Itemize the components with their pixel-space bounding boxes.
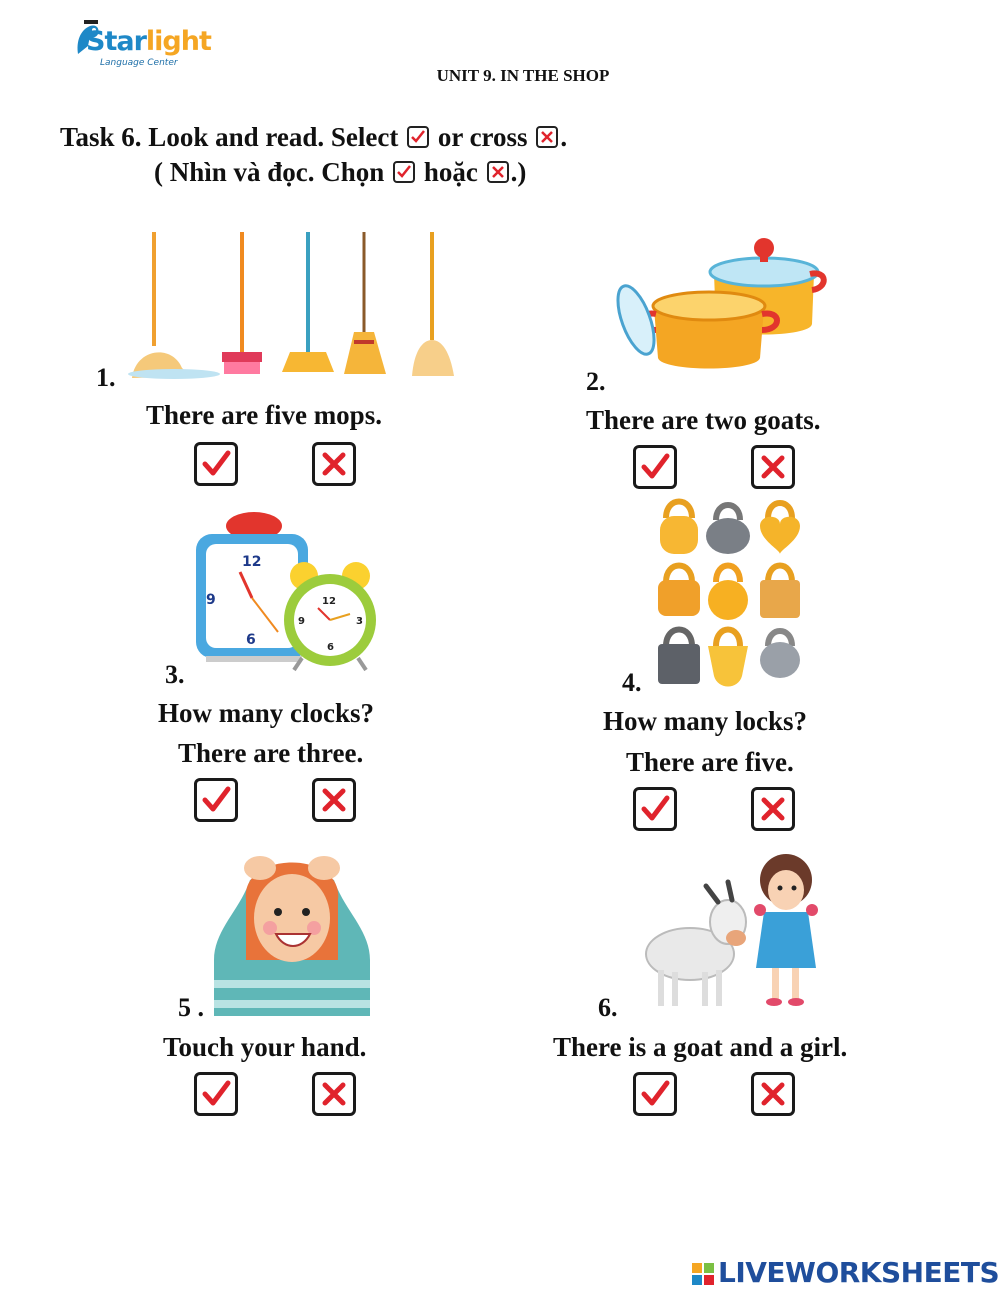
goat — [646, 882, 746, 1006]
svg-text:9: 9 — [206, 592, 216, 608]
item-sentence: There are two goats. — [586, 405, 821, 435]
padlock — [660, 502, 698, 555]
check-icon — [639, 793, 671, 825]
item-number: 6. — [598, 993, 618, 1022]
item-sentence: There is a goat and a girl. — [553, 1032, 848, 1062]
check-button[interactable] — [194, 442, 238, 486]
item-answer: There are three. — [178, 738, 364, 768]
padlock — [760, 631, 800, 678]
check-icon — [393, 161, 415, 183]
cross-icon — [757, 1078, 789, 1110]
task-text-hoac: hoặc — [423, 157, 478, 187]
liveworksheets-logo — [692, 1256, 999, 1289]
padlock — [760, 503, 800, 554]
svg-text:12: 12 — [322, 596, 336, 607]
mop-5 — [412, 232, 454, 376]
cross-button[interactable] — [751, 1072, 795, 1116]
padlock — [658, 566, 700, 617]
pot-lid — [611, 281, 662, 358]
goat-and-girl-picture — [636, 850, 826, 1012]
padlock — [658, 630, 700, 685]
logo-subtitle: Language Center — [100, 58, 178, 68]
liveworksheets-mark-icon — [692, 1259, 714, 1281]
check-button[interactable] — [633, 787, 677, 831]
svg-text:9: 9 — [298, 616, 305, 627]
cross-button[interactable] — [312, 442, 356, 486]
item-number: 3. — [165, 660, 185, 689]
locks-picture — [652, 496, 804, 692]
task-instruction-vi — [154, 157, 526, 188]
svg-text:6: 6 — [246, 632, 256, 648]
item-number: 1. — [96, 363, 116, 392]
pots-picture — [614, 234, 830, 372]
item-sentence: There are five mops. — [146, 400, 382, 430]
task-instruction-en — [60, 122, 567, 153]
check-icon — [200, 1078, 232, 1110]
check-icon — [639, 1078, 671, 1110]
broom-3 — [282, 232, 334, 372]
item-number: 2. — [586, 367, 606, 396]
check-button[interactable] — [194, 778, 238, 822]
unit-title: UNIT 9. IN THE SHOP — [436, 66, 610, 85]
padlock — [708, 566, 748, 621]
cross-button[interactable] — [312, 1072, 356, 1116]
cross-button[interactable] — [751, 787, 795, 831]
girl-touching-head-picture — [210, 840, 374, 1016]
check-icon — [200, 784, 232, 816]
cross-icon — [757, 793, 789, 825]
task-text-select: Task 6. Look and read. Select — [60, 122, 399, 152]
liveworksheets-wordmark: LIVEWORKSHEETS — [718, 1256, 1000, 1289]
item-answer: There are five. — [626, 747, 794, 777]
check-icon — [639, 451, 671, 483]
cross-button[interactable] — [312, 778, 356, 822]
task-text-cross: or cross — [437, 122, 528, 152]
cross-icon — [318, 448, 350, 480]
svg-text:12: 12 — [242, 554, 262, 570]
cross-icon — [318, 784, 350, 816]
logo-wordmark: Starlight — [86, 26, 211, 57]
task-text-chon: ( Nhìn và đọc. Chọn — [154, 157, 385, 187]
padlock — [760, 566, 800, 619]
mop-1 — [128, 232, 220, 379]
pot-front — [643, 292, 778, 369]
check-button[interactable] — [633, 1072, 677, 1116]
clocks-picture — [194, 510, 380, 676]
check-button[interactable] — [633, 445, 677, 489]
svg-text:6: 6 — [327, 642, 334, 653]
item-number: 4. — [622, 668, 642, 697]
cross-icon — [757, 451, 789, 483]
check-icon — [200, 448, 232, 480]
cross-button[interactable] — [751, 445, 795, 489]
item-question: How many locks? — [603, 706, 808, 736]
item-number: 5 . — [178, 993, 204, 1022]
cross-icon — [318, 1078, 350, 1110]
task-text-end-vi: .) — [510, 157, 527, 187]
broom-4 — [344, 232, 386, 374]
item-sentence: Touch your hand. — [163, 1032, 367, 1062]
svg-text:3: 3 — [356, 616, 363, 627]
padlock — [708, 630, 748, 687]
girl — [754, 854, 818, 1006]
broom-2 — [222, 232, 262, 374]
cross-icon — [487, 161, 509, 183]
item-question: How many clocks? — [158, 698, 374, 728]
check-icon — [407, 126, 429, 148]
starlight-logo — [72, 12, 212, 72]
cross-icon — [536, 126, 558, 148]
padlock — [706, 505, 750, 554]
task-text-end: . — [560, 122, 568, 152]
mops-picture — [122, 228, 462, 380]
check-button[interactable] — [194, 1072, 238, 1116]
